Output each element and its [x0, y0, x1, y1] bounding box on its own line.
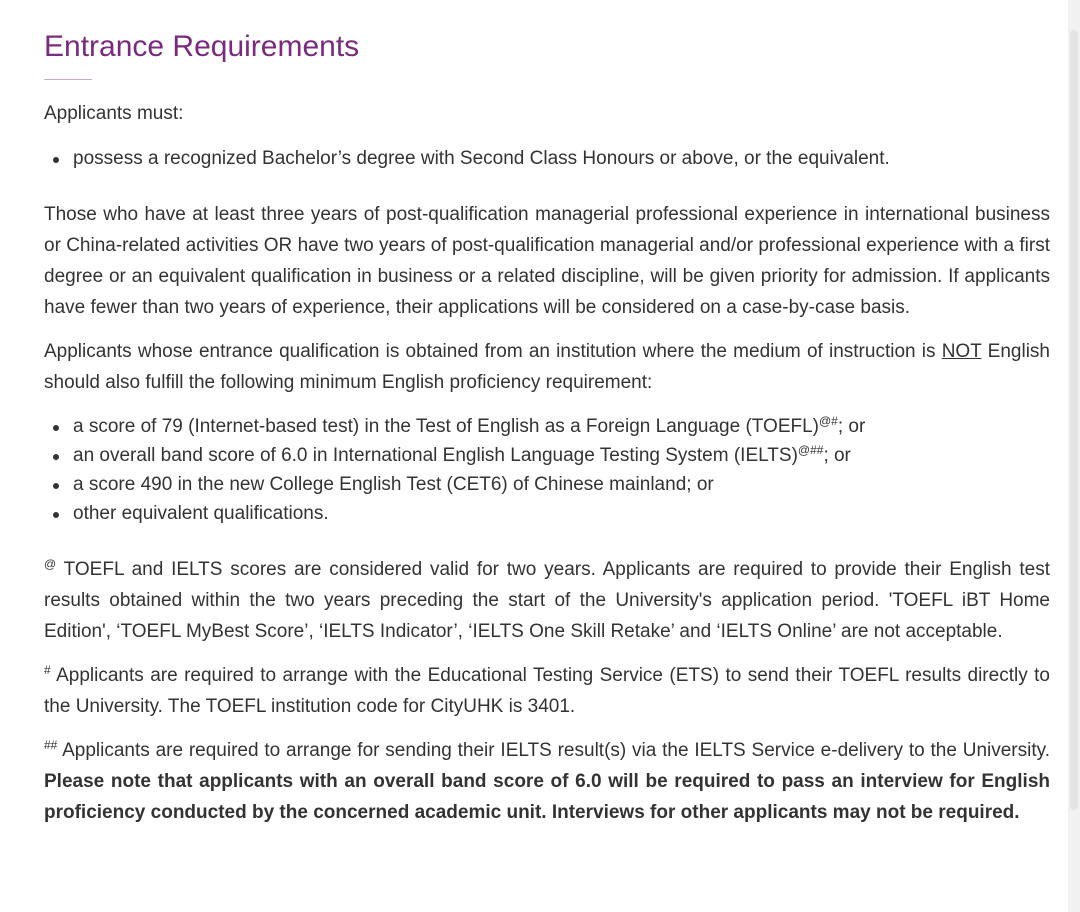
- item-tail: ; or: [823, 445, 851, 466]
- list-item: [44, 470, 1050, 499]
- intro-text: Applicants must:: [44, 103, 184, 124]
- list-item: possess a recognized Bachelor’s degree with Second Class Honours or above, or the equivalent.: [44, 144, 1050, 173]
- footnote-mark: @##: [797, 443, 824, 457]
- english-text-before: Applicants whose entrance qualification is obtained from an institution where the medium of instruction is: [44, 341, 942, 362]
- title-underline: [44, 79, 92, 80]
- note-text: TOEFL and IELTS scores are considered valid for two years. Applicants are required to provide their English test results obtained within the two years preceding the start of the University's application period. 'TOEFL iBT Home Edition', ‘TOEFL MyBest Score’, ‘IELTS Indicator’, ‘IELTS One Skill Retake’ and ‘IELTS Online’ are not acceptable.: [44, 559, 1050, 642]
- entrance-requirements-section: [44, 0, 1050, 828]
- footnote-mark: ##: [44, 738, 58, 752]
- list-item: [44, 412, 1050, 441]
- list-item: [44, 499, 1050, 528]
- not-emphasis: NOT: [941, 341, 982, 362]
- english-text-after: English should also fulfill the following minimum English proficiency requirement:: [44, 341, 1050, 393]
- interview-notice: Please note that applicants with an overall band score of 6.0 will be required to pass an interview for English proficiency conducted by the concerned academic unit. Interviews for other applicants may not be required.: [44, 771, 1050, 823]
- note-double-hash: [44, 735, 1050, 828]
- item-tail: ; or: [837, 416, 866, 437]
- degree-requirement-list: [44, 144, 1050, 173]
- page-title: Entrance Requirements: [44, 30, 360, 63]
- list-item: [44, 441, 1050, 470]
- item-text: an overall band score of 6.0 in International English Language Testing System (IELTS): [73, 445, 798, 466]
- item-text: a score of 79 (Internet-based test) in the Test of English as a Foreign Language (TOEFL): [73, 416, 819, 437]
- note-hash: [44, 660, 1050, 722]
- footnote-mark: @#: [819, 414, 838, 428]
- footnote-mark: @: [44, 557, 57, 571]
- item-text: a score 490 in the new College English Test (CET6) of Chinese mainland; or: [73, 474, 714, 495]
- english-requirement-list: [44, 412, 1050, 528]
- note-text: Applicants are required to arrange with the Educational Testing Service (ETS) to send their TOEFL results directly to the University. The TOEFL institution code for CityUHK is 3401.: [44, 665, 1050, 717]
- scrollbar-thumb[interactable]: [1070, 30, 1078, 810]
- footnote-mark: #: [44, 663, 51, 677]
- vertical-scrollbar[interactable]: [1068, 0, 1080, 912]
- experience-paragraph: Those who have at least three years of post-qualification managerial professional experience in international business or China-related activities OR have two years of post-qualification managerial and/or professional experience with a first degree or an equivalent qualification in business or a related discipline, will be given priority for admission. If applicants have fewer than two years of experience, their applications will be considered on a case-by-case basis.: [44, 204, 1050, 318]
- english-requirement-paragraph: [44, 336, 1050, 398]
- note-at: [44, 554, 1050, 647]
- item-text: other equivalent qualifications.: [73, 503, 329, 524]
- note-text: Applicants are required to arrange for sending their IELTS result(s) via the IELTS Service e-delivery to the University.: [57, 740, 1050, 761]
